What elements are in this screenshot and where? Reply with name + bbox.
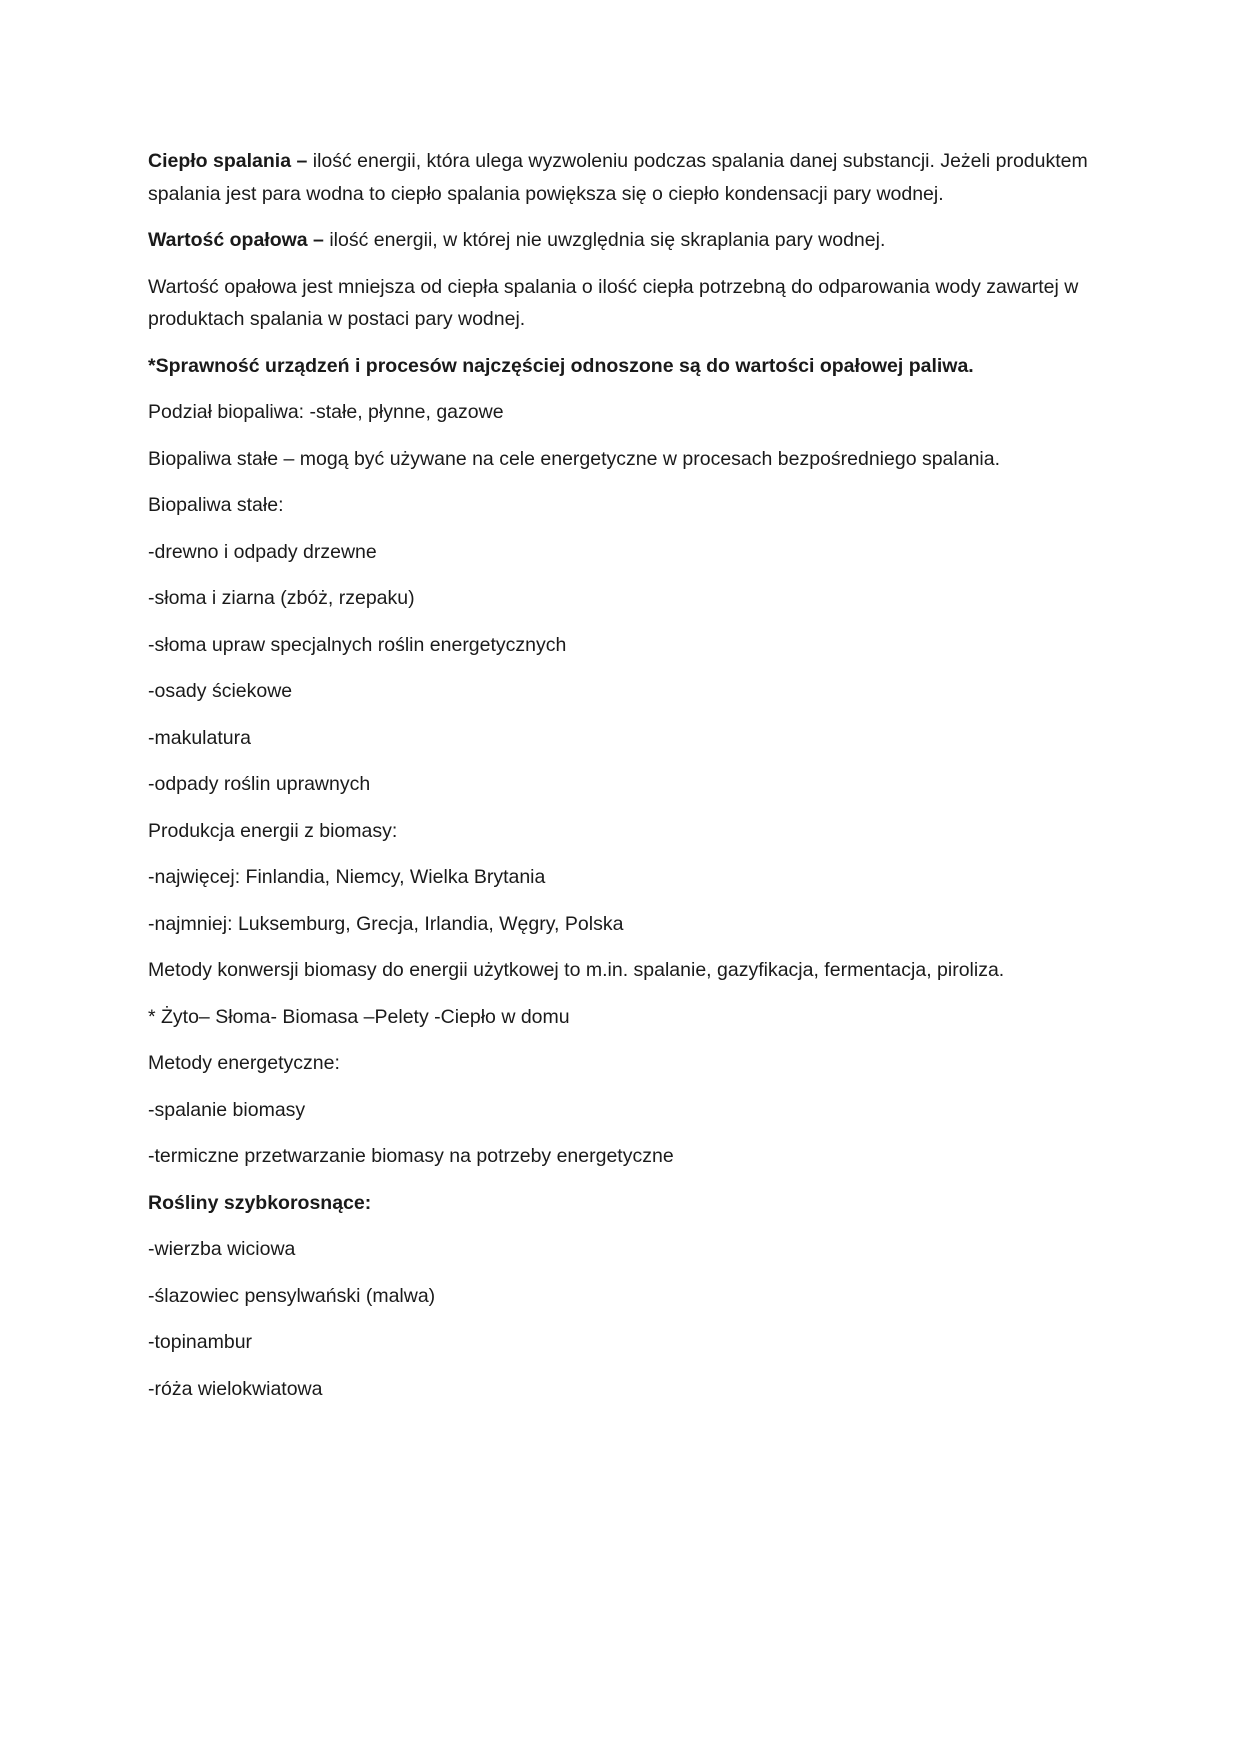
paragraph-chain-note: * Żyto– Słoma- Biomasa –Pelety -Ciepło w domu: [148, 1005, 570, 1028]
list-item: -drewno i odpady drzewne: [148, 540, 377, 563]
paragraph-biofuel-division: Podział biopaliwa: -stałe, płynne, gazowe: [148, 401, 504, 423]
heading-fast-growing-plants: [148, 1187, 1108, 1220]
list-item: -słoma upraw specjalnych roślin energetycznych: [148, 633, 567, 656]
heading-energy-methods: Metody energetyczne:: [148, 1052, 340, 1074]
list-item: -makulatura: [148, 726, 251, 749]
heading-solid-biofuels: Biopaliwa stałe:: [148, 494, 284, 516]
efficiency-note-text: *Sprawność urządzeń i procesów najczęściej odnoszone są do wartości opałowej paliwa.: [148, 354, 974, 377]
heading-biomass-production: Produkcja energii z biomasy:: [148, 819, 398, 842]
list-biomass-production: [148, 861, 1108, 940]
paragraph-efficiency-note: [148, 350, 1108, 383]
list-item: -najmniej: Luksemburg, Grecja, Irlandia, Węgry, Polska: [148, 912, 624, 935]
document-content: [148, 145, 1108, 1419]
list-item: -osady ściekowe: [148, 680, 293, 702]
paragraph-heat-of-combustion: [148, 145, 1108, 210]
list-fast-growing-plants: [148, 1233, 1108, 1405]
paragraph-calorific-comparison: Wartość opałowa jest mniejsza od ciepła spalania o ilość ciepła potrzebną do odparowania wody zawartej w produktach spalania w postaci pary wodnej.: [148, 275, 1079, 330]
fast-growing-plants-text: Rośliny szybkorosnące:: [148, 1191, 372, 1214]
list-item: -słoma i ziarna (zbóż, rzepaku): [148, 587, 415, 609]
list-item: -wierzba wiciowa: [148, 1238, 296, 1260]
list-item: -spalanie biomasy: [148, 1098, 306, 1121]
definition-calorific-value: ilość energii, w której nie uwzględnia się skraplania pary wodnej.: [323, 229, 886, 251]
term-heat-of-combustion: Ciepło spalania –: [148, 150, 308, 172]
list-item: -róża wielokwiatowa: [148, 1377, 323, 1400]
paragraph-solid-biofuels-definition: Biopaliwa stałe – mogą być używane na cele energetyczne w procesach bezpośredniego spalania.: [148, 447, 1001, 470]
list-energy-methods: [148, 1094, 1108, 1173]
list-item: -ślazowiec pensylwański (malwa): [148, 1284, 436, 1307]
definition-heat-of-combustion: ilość energii, która ulega wyzwoleniu podczas spalania danej substancji. Jeżeli produktem spalania jest para wodna to ciepło spalania powiększa się o ciepło kondensacji pary wodnej.: [148, 150, 1088, 205]
paragraph-calorific-value: [148, 224, 1108, 257]
list-item: -najwięcej: Finlandia, Niemcy, Wielka Brytania: [148, 866, 546, 888]
list-solid-biofuels: [148, 536, 1108, 801]
paragraph-conversion-methods: Metody konwersji biomasy do energii użytkowej to m.in. spalanie, gazyfikacja, fermentacja, piroliza.: [148, 959, 1005, 981]
term-calorific-value: Wartość opałowa –: [148, 229, 324, 251]
list-item: -topinambur: [148, 1331, 253, 1353]
list-item: -termiczne przetwarzanie biomasy na potrzeby energetyczne: [148, 1145, 674, 1167]
list-item: -odpady roślin uprawnych: [148, 773, 371, 795]
